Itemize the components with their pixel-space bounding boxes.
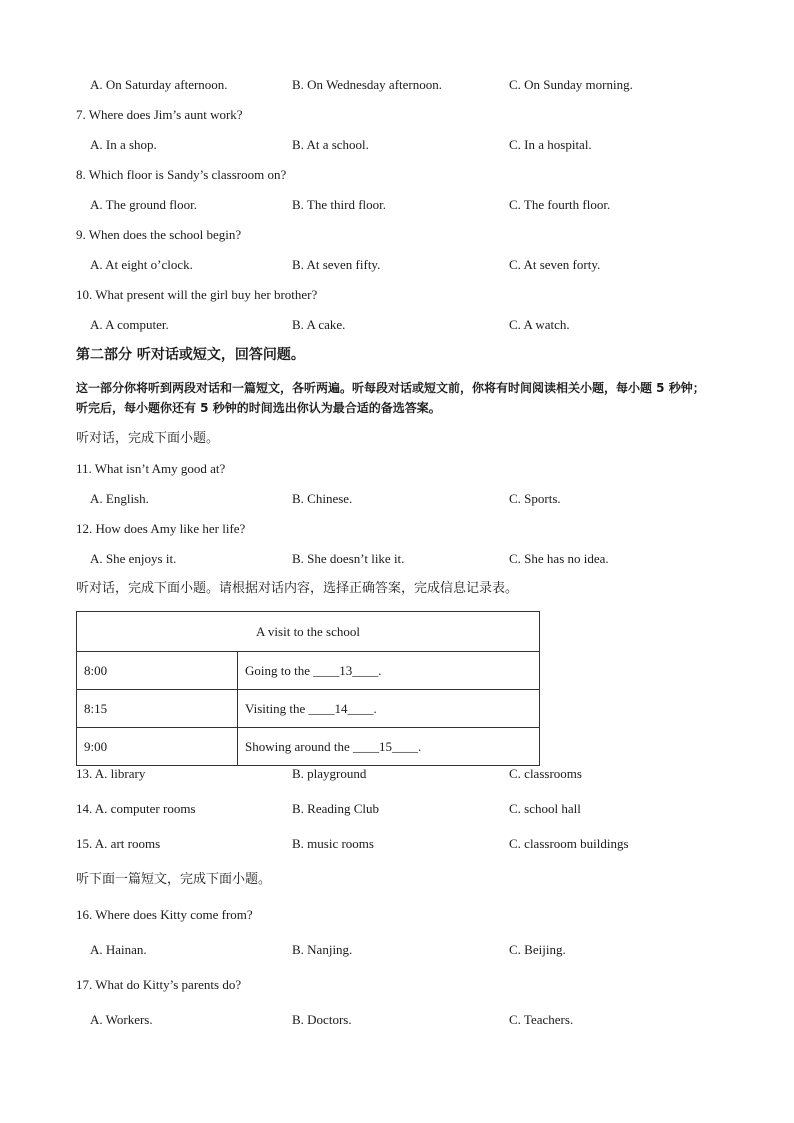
q13-option-c: C. classrooms: [509, 766, 582, 781]
row-activity: Showing around the ____15____.: [238, 728, 540, 766]
q16-option-b: B. Nanjing.: [292, 942, 353, 957]
q13-option-b: B. playground: [292, 766, 367, 781]
part2-heading: 第二部分 听对话或短文，回答问题。: [76, 347, 305, 363]
q11-option-a: A. English.: [90, 491, 149, 506]
q15-option-c: C. classroom buildings: [509, 836, 629, 851]
q17-option-b: B. Doctors.: [292, 1012, 352, 1027]
q8-option-b: B. The third floor.: [292, 197, 387, 212]
q12-option-a: A. She enjoys it.: [90, 551, 177, 566]
row-time: 8:00: [77, 652, 238, 690]
info-record-table: [76, 611, 540, 766]
q9-option-c: C. At seven forty.: [509, 257, 601, 272]
q14-option-a: 14. A. computer rooms: [76, 801, 196, 816]
table-title-row: [77, 612, 540, 652]
passage-intro: 听下面一篇短文，完成下面小题。: [76, 872, 272, 887]
q7-option-a: A. In a shop.: [90, 137, 157, 152]
q12-option-b: B. She doesn’t like it.: [292, 551, 405, 566]
q10-option-a: A. A computer.: [90, 317, 169, 332]
part2-instruction: 这一部分你将听到两段对话和一篇短文，各听两遍。听每段对话或短文前，你将有时间阅读相关小题，每小题 5 秒钟；听完后，每小题你还有 5 秒钟的时间选出你认为最合适的备选答案。: [76, 381, 705, 415]
q10-option-b: B. A cake.: [292, 317, 346, 332]
q11-option-c: C. Sports.: [509, 491, 561, 506]
q7-option-b: B. At a school.: [292, 137, 369, 152]
question-9: 9. When does the school begin?: [76, 227, 242, 242]
question-7: 7. Where does Jim’s aunt work?: [76, 107, 243, 122]
q14-option-b: B. Reading Club: [292, 801, 380, 816]
row-time: 9:00: [77, 728, 238, 766]
table-row: [77, 728, 540, 766]
q16-option-c: C. Beijing.: [509, 942, 566, 957]
row-activity: Going to the ____13____.: [238, 652, 540, 690]
row-time: 8:15: [77, 690, 238, 728]
q14-option-c: C. school hall: [509, 801, 581, 816]
q15-option-b: B. music rooms: [292, 836, 374, 851]
q15-option-a: 15. A. art rooms: [76, 836, 161, 851]
dialog2-intro: 听对话，完成下面小题。请根据对话内容，选择正确答案，完成信息记录表。: [76, 581, 519, 596]
row-activity: Visiting the ____14____.: [238, 690, 540, 728]
q9-option-a: A. At eight o’clock.: [90, 257, 193, 272]
q12-option-c: C. She has no idea.: [509, 551, 609, 566]
question-17: 17. What do Kitty’s parents do?: [76, 977, 242, 992]
question-16: 16. Where does Kitty come from?: [76, 907, 253, 922]
table-title: A visit to the school: [77, 612, 540, 652]
q17-option-a: A. Workers.: [90, 1012, 153, 1027]
q13-option-a: 13. A. library: [76, 766, 146, 781]
question-10: 10. What present will the girl buy her brother?: [76, 287, 318, 302]
question-8: 8. Which floor is Sandy’s classroom on?: [76, 167, 287, 182]
table-row: [77, 652, 540, 690]
q16-option-a: A. Hainan.: [90, 942, 147, 957]
q10-option-c: C. A watch.: [509, 317, 570, 332]
q11-option-b: B. Chinese.: [292, 491, 353, 506]
q7-option-c: C. In a hospital.: [509, 137, 592, 152]
q6-option-a: A. On Saturday afternoon.: [90, 77, 228, 92]
q9-option-b: B. At seven fifty.: [292, 257, 381, 272]
q17-option-c: C. Teachers.: [509, 1012, 574, 1027]
question-11: 11. What isn’t Amy good at?: [76, 461, 226, 476]
q8-option-a: A. The ground floor.: [90, 197, 197, 212]
q6-option-c: C. On Sunday morning.: [509, 77, 633, 92]
question-12: 12. How does Amy like her life?: [76, 521, 246, 536]
dialog1-intro: 听对话，完成下面小题。: [76, 431, 220, 446]
table-row: [77, 690, 540, 728]
q8-option-c: C. The fourth floor.: [509, 197, 611, 212]
q6-option-b: B. On Wednesday afternoon.: [292, 77, 442, 92]
